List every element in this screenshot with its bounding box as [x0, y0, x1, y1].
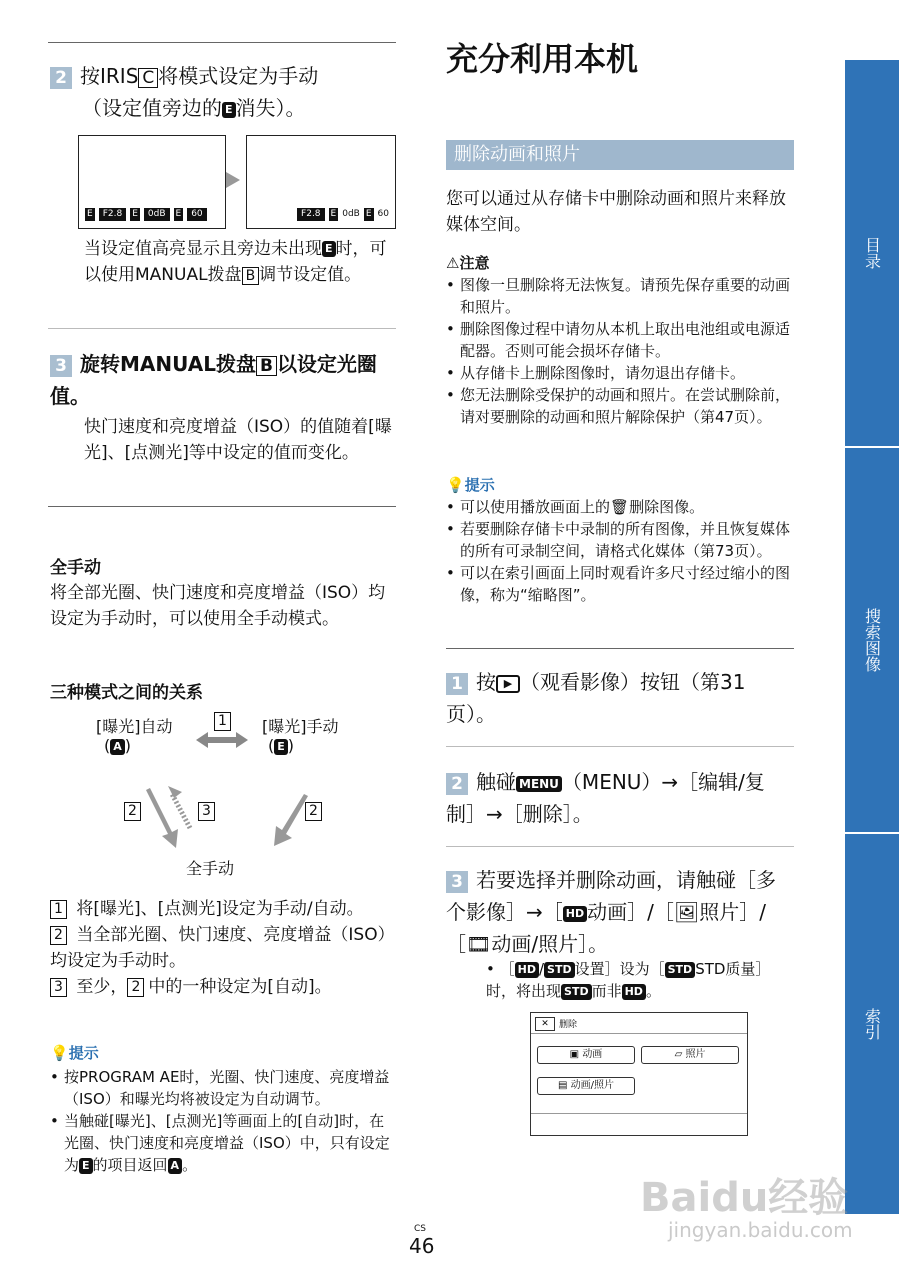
watermark-url: jingyan.baidu.com	[668, 1218, 853, 1242]
tips-list	[50, 1066, 395, 1176]
caution-item: • 图像一旦删除将无法恢复。请预先保存重要的动画和照片。	[446, 274, 794, 318]
manual-e-icon: E	[222, 102, 236, 118]
tip-item: • 可以使用播放画面上的🗑删除图像。	[446, 496, 794, 518]
full-manual-body: 将全部光圈、快门速度和亮度增益（ISO）均设定为手动时，可以使用全手动模式。	[50, 583, 386, 629]
right-step2: 2 触碰 MENU （MENU）→［编辑/复制］→［删除］。	[446, 770, 765, 826]
tip-bulb-icon: 💡	[50, 1044, 69, 1062]
tip-item: • 当触碰[曝光]、[点测光]等画面上的[自动]时，在光圈、快门速度和亮度增益（ISO）中，只有设定为 E 的项目返回 A 。	[50, 1110, 395, 1176]
language-code: CS	[414, 1224, 426, 1234]
arrow-down-left	[274, 792, 308, 846]
letter-b-icon: B	[242, 267, 260, 285]
divider	[48, 506, 396, 507]
arrow-down-right	[142, 788, 178, 848]
tip-bulb-icon: 💡	[446, 476, 465, 494]
legend	[50, 896, 395, 1000]
intro-text: 您可以通过从存储卡中删除动画和照片来释放媒体空间。	[446, 189, 786, 235]
tip-item: • 可以在索引画面上同时观看许多尺寸经过缩小的图像，称为“缩略图”。	[446, 562, 794, 606]
tab-search-image[interactable]: 搜索图像	[845, 448, 899, 832]
trash-icon: 🗑	[610, 498, 630, 516]
legend-item-1: 1 将[曝光]、[点测光]设定为手动/自动。	[50, 896, 395, 922]
step-number-2: 2	[446, 773, 468, 795]
arrow-right-icon	[226, 172, 240, 188]
tab-contents[interactable]: 目录	[845, 60, 899, 446]
arrow-up-dotted	[172, 794, 190, 828]
divider	[531, 1033, 747, 1034]
auto-mark: ( A )	[104, 736, 132, 755]
mode-diagram	[90, 720, 340, 860]
manual-label: [曝光]手动	[262, 717, 339, 736]
step3-note: • ［ HD / STD 设置］设为［ STD STD质量］时，将出现 STD 而非 HD 。	[486, 960, 771, 1000]
delete-screen	[530, 1012, 748, 1136]
tips-list	[446, 496, 794, 606]
menu-button-icon: MENU	[516, 776, 562, 792]
full-manual-title: 全手动	[50, 558, 101, 578]
relation-title: 三种模式之间的关系	[50, 683, 203, 703]
movie-photo-icon: 🎞	[466, 932, 492, 956]
play-button-icon: ▶	[496, 675, 520, 693]
ref-2: 2	[124, 802, 141, 821]
page-title: 充分利用本机	[446, 40, 639, 78]
caution-item: • 您无法删除受保护的动画和照片。在尝试删除前，请对要删除的动画和照片解除保护（第47页）。	[446, 384, 794, 428]
divider	[446, 846, 794, 847]
step-number-3: 3	[446, 871, 468, 893]
screen-before: E F2.8 E 0dB E 60	[78, 135, 226, 229]
step3-title: 3 旋转MANUAL拨盘 B 以设定光圈值。	[50, 352, 377, 408]
step-number-1: 1	[446, 673, 468, 695]
arrow-double-horizontal	[196, 732, 248, 748]
tip-item: • 按PROGRAM AE时，光圈、快门速度、亮度增益（ISO）和曝光均将被设定为自动调节。	[50, 1066, 395, 1110]
ref-1: 1	[214, 712, 231, 731]
section-title: 删除动画和照片	[446, 140, 794, 170]
divider	[446, 648, 794, 649]
caution-list	[446, 274, 794, 428]
tab-index[interactable]: 索引	[845, 834, 899, 1214]
step-number-3: 3	[50, 355, 72, 377]
delete-photo-button[interactable]: ▱ 照片	[641, 1046, 739, 1064]
delete-movie-button[interactable]: ▣ 动画	[537, 1046, 635, 1064]
divider	[48, 328, 396, 329]
center-label: 全手动	[186, 859, 235, 878]
caution-item: • 删除图像过程中请勿从本机上取出电池组或电源适配器。否则可能会损坏存储卡。	[446, 318, 794, 362]
auto-label: [曝光]自动	[96, 717, 173, 736]
delete-movie-photo-button[interactable]: ▤ 动画/照片	[537, 1077, 635, 1095]
hd-icon: HD	[563, 906, 587, 922]
top-rule-left	[48, 42, 396, 43]
step2-title: 2 按IRIS C 将模式设定为手动 （设定值旁边的 E 消失）。	[50, 60, 390, 124]
manual-mark: ( E )	[268, 736, 295, 755]
screen-title: 删除	[559, 1020, 578, 1030]
ref-3: 3	[198, 802, 215, 821]
tip-heading: 💡提示	[446, 476, 495, 494]
right-step1: 1 按 ▶ （观看影像）按钮（第31页）。	[446, 670, 746, 726]
tip-heading: 💡提示	[50, 1044, 99, 1062]
tip-item: • 若要删除存储卡中录制的所有图像，并且恢复媒体的所有可录制空间，请格式化媒体（第73页）。	[446, 518, 794, 562]
step3-body: 快门速度和亮度增益（ISO）的值随着[曝光]、[点测光]等中设定的值而变化。	[84, 417, 392, 463]
close-button[interactable]: ✕	[535, 1017, 555, 1031]
page-number: 46	[409, 1234, 435, 1258]
divider	[531, 1113, 747, 1114]
caution-item: • 从存储卡上删除图像时，请勿退出存储卡。	[446, 362, 794, 384]
right-step3: 3 若要选择并删除动画，请触碰［多个影像］→［ HD 动画］/［🖼照片］/［🎞动画/照片］。	[446, 868, 776, 956]
watermark-brand: Baidu经验	[640, 1175, 849, 1221]
step2-body: 当设定值高亮显示且旁边未出现 E 时，可以使用MANUAL拨盘 B 调节设定值。	[84, 239, 387, 285]
caution-heading: ⚠注意	[446, 254, 490, 272]
manual-e-icon: E	[322, 241, 336, 257]
legend-item-3: 3 至少， 2 中的一种设定为[自动]。	[50, 974, 395, 1000]
screen-after: F2.8 E 0dB E 60	[246, 135, 396, 229]
photo-icon: 🖼	[673, 900, 700, 924]
caution-icon: ⚠	[446, 254, 460, 272]
legend-item-2: 2 当全部光圈、快门速度、亮度增益（ISO）均设定为手动时。	[50, 925, 395, 971]
letter-b-icon: B	[256, 356, 277, 376]
letter-c-icon: C	[138, 68, 158, 88]
ref-2: 2	[305, 802, 322, 821]
step-number-2: 2	[50, 67, 72, 89]
divider	[446, 746, 794, 747]
